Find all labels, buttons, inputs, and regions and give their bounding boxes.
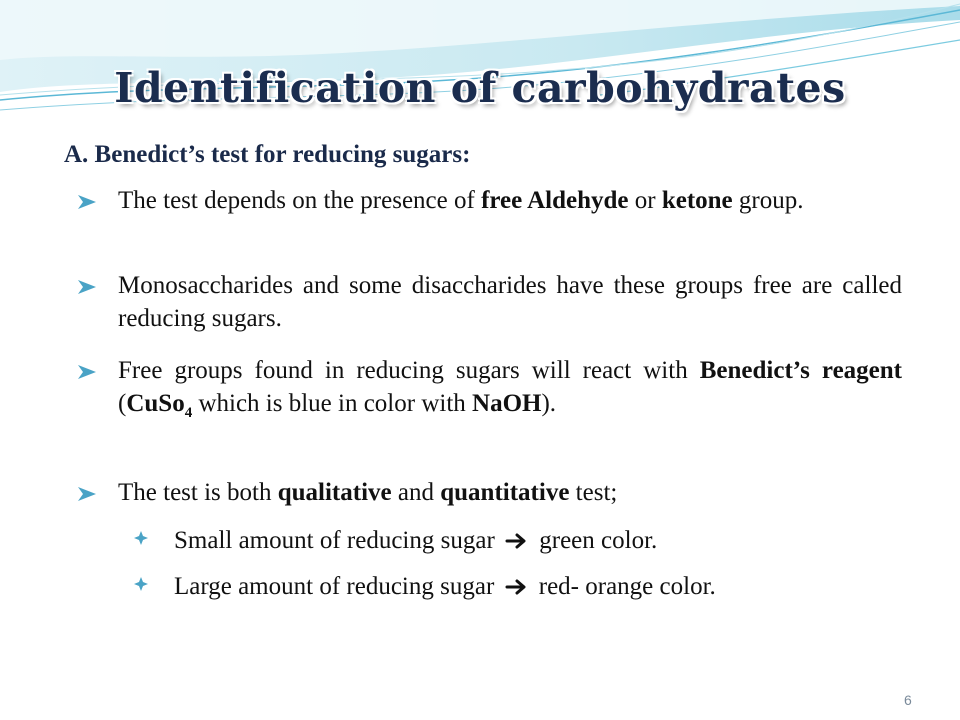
slide-title: Identification of carbohydrates (114, 64, 846, 112)
bullet-text: Free groups found in reducing sugars will react with Benedict’s reagent (CuSo$_4$ which is blue in color with NaOH). (118, 357, 902, 421)
bullet-item (76, 476, 902, 509)
sub-bullet-text: Large amount of reducing sugar red- orange color. (174, 570, 716, 605)
bullet-item (76, 354, 902, 430)
arrow-bullet-icon (76, 354, 102, 381)
bullet-text: The test depends on the presence of free Aldehyde or ketone group. (118, 187, 804, 214)
arrow-bullet-icon (76, 476, 102, 503)
arrow-bullet-icon (76, 184, 102, 211)
diamond-bullet-icon (134, 571, 174, 604)
right-arrow-icon (505, 572, 529, 605)
section-heading: A. Benedict’s test for reducing sugars: (64, 141, 471, 168)
right-arrow-icon (505, 526, 529, 559)
sub-bullet-item (134, 523, 657, 559)
page-number: 6 (904, 692, 912, 708)
sub-bullet-text: Small amount of reducing sugar green color. (174, 524, 657, 559)
arrow-bullet-icon (76, 269, 102, 296)
sub-bullet-item (134, 569, 716, 605)
bullet-item (76, 269, 902, 335)
diamond-bullet-icon (134, 525, 174, 558)
bullet-item (76, 184, 902, 217)
bullet-text: The test is both qualitative and quantitative test; (118, 479, 618, 506)
bullet-text: Monosaccharides and some disaccharides have these groups free are called reducing sugars. (118, 272, 902, 332)
